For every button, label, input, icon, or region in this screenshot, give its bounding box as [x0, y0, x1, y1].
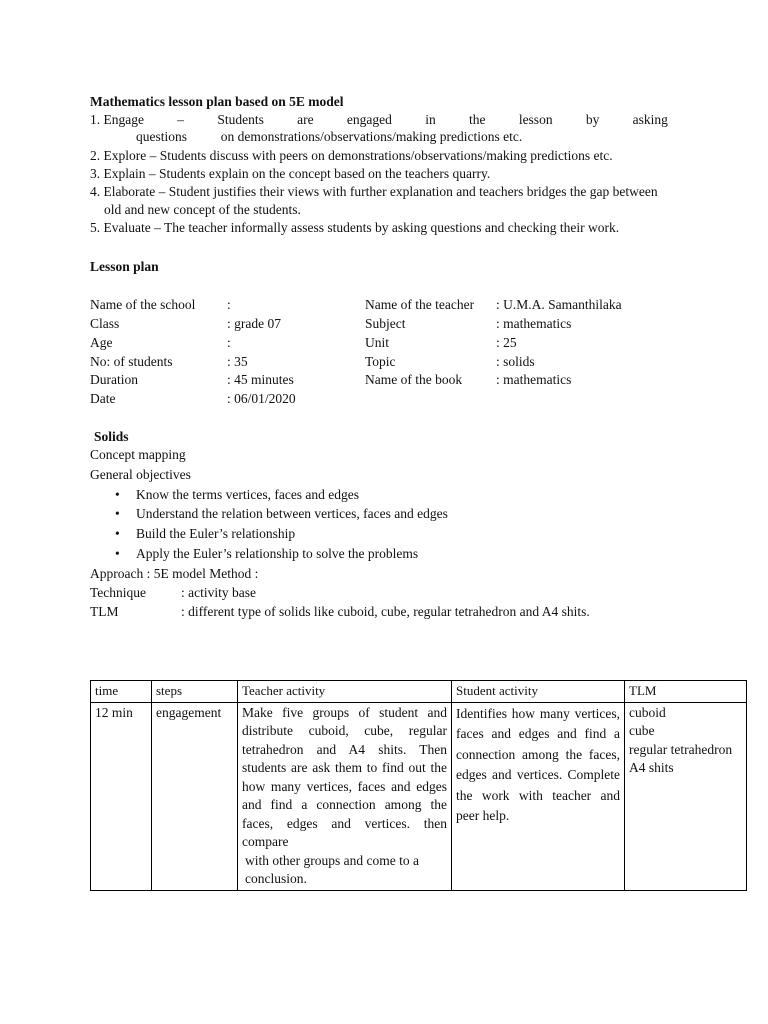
info-value: : 45 minutes: [227, 372, 294, 387]
cell-step: engagement: [152, 702, 238, 890]
bullet-icon: •: [115, 487, 120, 502]
header-student-activity: Student activity: [452, 681, 625, 703]
phase-elaborate-line2: old and new concept of the students.: [104, 202, 301, 217]
tlm-item: cuboid: [629, 704, 666, 720]
info-label: No: of students: [90, 354, 173, 369]
concept-mapping: Concept mapping: [90, 447, 186, 462]
technique-value: : activity base: [181, 585, 256, 600]
teacher-activity-text: Make five groups of student and distribute cuboid, cube, regular tetrahedron and A4 shits. Then students are ask them to find out the how many vertices, faces and edges and find a connection among the faces, edges and vertices. then compare: [242, 704, 447, 849]
info-label: Age: [90, 335, 113, 350]
document-heading: Mathematics lesson plan based on 5E model: [90, 94, 344, 109]
tlm-item: cube: [629, 723, 655, 738]
phase-elaborate-line1: 4. Elaborate – Student justifies their views with further explanation and teachers bridges the gap between: [90, 184, 658, 199]
header-time: time: [91, 681, 152, 703]
cell-student-activity: [452, 702, 625, 890]
phase-word: are: [297, 112, 314, 127]
phase-engage-line2: questions on demonstrations/observations/making predictions etc.: [136, 129, 523, 144]
technique-label: Technique: [90, 585, 147, 600]
phase-word: the: [469, 112, 486, 127]
info-value: : mathematics: [496, 372, 572, 387]
cell-time: 12 min: [91, 702, 152, 890]
approach-line: Approach : 5E model Method :: [90, 566, 259, 581]
info-label: Name of the teacher: [365, 297, 475, 312]
teacher-activity-text-3: conclusion.: [245, 871, 307, 886]
info-value: : 06/01/2020: [227, 391, 296, 406]
info-label: Name of the school: [90, 297, 196, 312]
tlm-item: regular tetrahedron: [629, 741, 733, 757]
phase-evaluate: 5. Evaluate – The teacher informally assess students by asking questions and checking their work.: [90, 220, 620, 235]
cell-tlm: [625, 702, 747, 890]
phase-word: by: [585, 112, 600, 127]
info-value: : mathematics: [496, 316, 572, 331]
header-steps: steps: [152, 681, 238, 703]
phase-word: engaged: [346, 112, 392, 127]
activity-table: [90, 680, 747, 891]
phase-word: asking: [632, 112, 668, 127]
phase-word: –: [177, 112, 185, 127]
info-value: : grade 07: [227, 316, 281, 331]
table-row: [91, 702, 747, 890]
bullet-icon: •: [115, 506, 120, 521]
objective-item: Build the Euler’s relationship: [136, 526, 296, 541]
info-value: :: [227, 297, 231, 312]
objective-item: Know the terms vertices, faces and edges: [136, 487, 360, 502]
info-label: Name of the book: [365, 372, 463, 387]
info-value: : 35: [227, 354, 248, 369]
phase-word: lesson: [518, 112, 553, 127]
phase-word: Students: [217, 112, 264, 127]
info-value: :: [227, 335, 231, 350]
teacher-activity-text-2: with other groups and come to a: [245, 852, 419, 868]
tlm-label: TLM: [90, 604, 119, 619]
objective-item: Understand the relation between vertices, faces and edges: [136, 506, 448, 521]
phase-engage-line1: [90, 111, 668, 129]
lesson-plan-title: Lesson plan: [90, 259, 159, 274]
info-label: Topic: [365, 354, 396, 369]
table-header-row: [91, 681, 747, 703]
tlm-item: A4 shits: [629, 760, 674, 775]
solids-title: Solids: [94, 429, 129, 444]
header-tlm: TLM: [625, 681, 747, 703]
bullet-icon: •: [115, 546, 120, 561]
info-value: : 25: [496, 335, 517, 350]
info-label: Class: [90, 316, 120, 331]
general-objectives: General objectives: [90, 467, 191, 482]
info-value: : U.M.A. Samanthilaka: [496, 297, 622, 312]
student-activity-text: Identifies how many vertices, faces and edges and find a connection among the faces, edges and vertices. Complete the work with teacher and peer help.: [456, 705, 620, 823]
header-teacher-activity: Teacher activity: [238, 681, 452, 703]
phase-word: in: [425, 112, 436, 127]
phase-word: 1. Engage: [90, 112, 144, 127]
bullet-icon: •: [115, 526, 120, 541]
info-label: Subject: [365, 316, 406, 331]
info-label: Date: [90, 391, 116, 406]
tlm-value: : different type of solids like cuboid, cube, regular tetrahedron and A4 shits.: [181, 604, 590, 619]
cell-teacher-activity: [238, 702, 452, 890]
info-value: : solids: [496, 354, 535, 369]
objective-item: Apply the Euler’s relationship to solve the problems: [136, 546, 419, 561]
phase-explain: 3. Explain – Students explain on the concept based on the teachers quarry.: [90, 166, 491, 181]
info-label: Duration: [90, 372, 138, 387]
phase-explore: 2. Explore – Students discuss with peers on demonstrations/observations/making predictions etc.: [90, 148, 613, 163]
info-label: Unit: [365, 335, 390, 350]
